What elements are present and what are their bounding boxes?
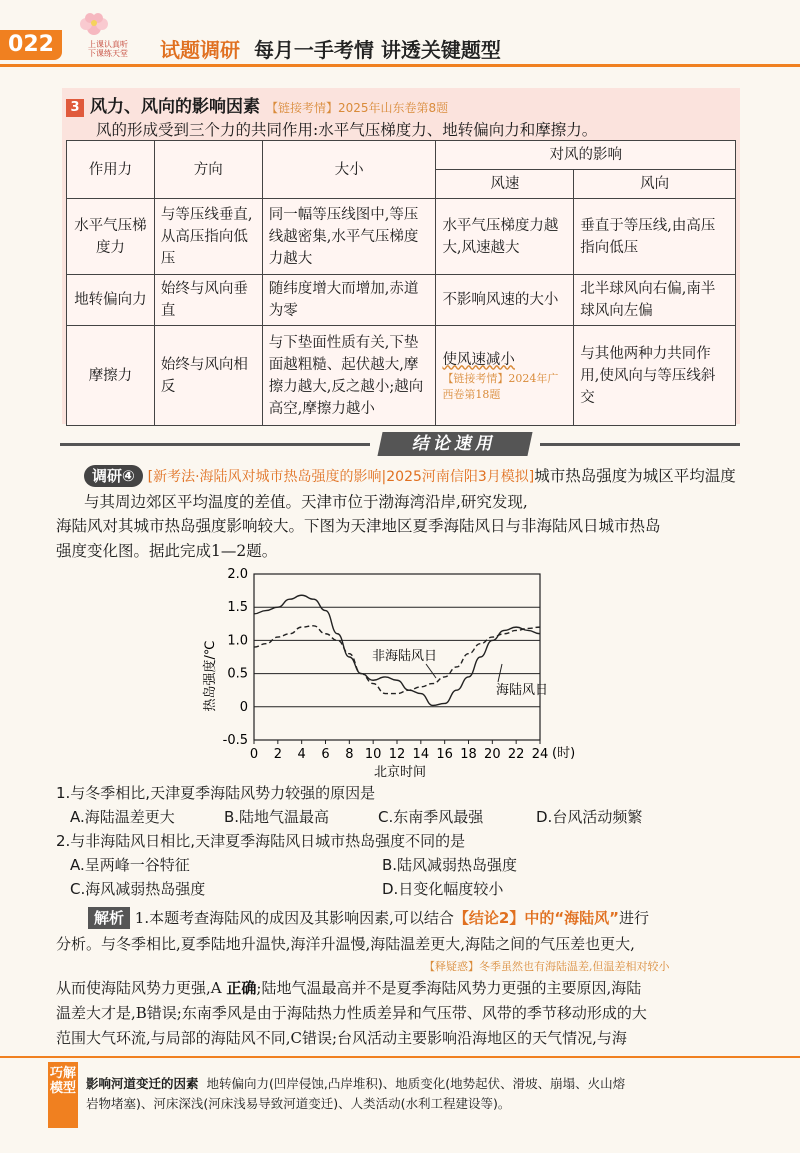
x-tick-label: 18 — [460, 747, 477, 762]
x-tick-label: 14 — [412, 747, 430, 762]
analysis-line-4: 温差大才是,B错误;东南季风是由于海陆热力性质差异和气压带、风带的季节移动形成的大 — [56, 1004, 647, 1022]
header-title: 试题调研 每月一手考情 讲透关键题型 — [160, 38, 501, 62]
x-tick-label: 24 — [531, 747, 549, 762]
y-tick-label: -0.5 — [222, 733, 248, 748]
x-tick-label: 16 — [436, 747, 453, 762]
x-tick-label: 12 — [388, 747, 406, 762]
cell-direction: 与等压线垂直,从高压指向低压 — [154, 199, 262, 275]
q1-option-a[interactable]: A.海陆温差更大 — [70, 808, 175, 826]
page-header — [0, 0, 800, 62]
y-tick-label: 0 — [239, 699, 248, 715]
y-tick-label: 0.5 — [227, 666, 248, 682]
header-direction: 方向 — [154, 141, 262, 199]
annotation-pointer — [498, 664, 502, 682]
link-reference: 【链接考情】2025年山东卷第8题 — [266, 101, 449, 115]
q2-option-b[interactable]: B.陆风减弱热岛强度 — [382, 856, 518, 874]
y-tick-label: 2.0 — [227, 567, 248, 582]
analysis-line-3: 从而使海陆风势力更强,A 正确;陆地气温最高并不是夏季海陆风势力更强的主要原因,海陆 — [56, 979, 642, 997]
cell-speed: 水平气压梯度力越大,风速越大 — [436, 199, 574, 275]
y-tick-label: 1.0 — [227, 633, 248, 649]
cell-speed: 使风速减小 【链接考情】2024年广西卷第18题 — [436, 326, 574, 426]
table-header-row — [67, 141, 736, 170]
x-tick-label: 2 — [273, 747, 282, 762]
q2-option-c[interactable]: C.海风减弱热岛强度 — [70, 880, 206, 898]
q1-option-d[interactable]: D.台风活动频繁 — [536, 808, 643, 826]
analysis-tag: 解析 — [88, 907, 130, 929]
y-tick-label: 1.5 — [227, 600, 248, 616]
cell-speed: 不影响风速的大小 — [436, 275, 574, 326]
q1-option-b[interactable]: B.陆地气温最高 — [224, 808, 330, 826]
header-magnitude: 大小 — [262, 141, 436, 199]
header-wind-direction: 风向 — [574, 170, 736, 199]
heat-island-chart — [200, 566, 600, 780]
logo-text: 上课认真听 下课练天堂 — [88, 40, 128, 58]
q2-option-d[interactable]: D.日变化幅度较小 — [382, 880, 504, 898]
x-tick-label: 22 — [507, 747, 525, 762]
cell-magnitude: 同一幅等压线图中,等压线越密集,水平气压梯度力越大 — [262, 199, 436, 275]
annotation-sea-land-breeze: 海陆风日 — [496, 683, 549, 698]
tip-title: 影响河道变迁的因素 — [86, 1076, 199, 1091]
annotation-pointer — [426, 664, 436, 678]
cell-magnitude: 随纬度增大而增加,赤道为零 — [262, 275, 436, 326]
question-2: 2.与非海陆风日相比,天津夏季海陆风日城市热岛强度不同的是 — [56, 832, 466, 850]
x-tick-label: 20 — [484, 747, 501, 762]
research-source: [新考法·海陆风对城市热岛强度的影响|2025河南信阳3月模拟] — [147, 469, 535, 485]
header-effect: 对风的影响 — [436, 141, 736, 170]
cell-wind-direction: 与其他两种力共同作用,使风向与等压线斜交 — [574, 326, 736, 426]
header-speed: 风速 — [436, 170, 574, 199]
table-row — [67, 275, 736, 326]
cell-force: 水平气压梯度力 — [67, 199, 155, 275]
analysis-line-1: 解析 1.本题考查海陆风的成因及其影响因素,可以结合【结论2】中的“海陆风”进行 — [88, 906, 748, 931]
forces-table — [66, 140, 736, 426]
footer-divider — [0, 1056, 800, 1058]
x-tick-label: 8 — [345, 747, 354, 762]
table-row — [67, 326, 736, 426]
x-tick-label: 0 — [249, 747, 259, 762]
cell-force: 地转偏向力 — [67, 275, 155, 326]
annotation-non-sea-land-breeze: 非海陆风日 — [372, 649, 438, 664]
cell-direction: 始终与风向相反 — [154, 326, 262, 426]
x-axis-unit: (时) — [552, 746, 576, 761]
x-tick-label: 6 — [321, 747, 330, 762]
section-number: 3 — [66, 99, 84, 117]
tip-text: 影响河道变迁的因素 地转偏向力(凹岸侵蚀,凸岸堆积)、地质变化(地势起伏、滑坡、崩塌、火山熔 岩物堵塞)、河床深浅(河床浅易导致河道变迁)、人类活动(水利工程建设等)。 — [86, 1076, 626, 1111]
table-row — [67, 199, 736, 275]
section-banner — [60, 432, 740, 456]
tip-side-label: 巧解模型 — [48, 1062, 78, 1128]
section-intro: 风的形成受到三个力的共同作用:水平气压梯度力、地转偏向力和摩擦力。 — [96, 121, 598, 139]
banner-label: 结论速用 — [377, 432, 532, 456]
research-tag: 调研④ — [84, 465, 143, 487]
link-reference: 【链接考情】2024年广西卷第18题 — [442, 371, 559, 401]
question-1: 1.与冬季相比,天津夏季海陆风势力较强的原因是 — [56, 784, 376, 802]
analysis-note: 【释疑惑】冬季虽然也有海陆温差,但温差相对较小 — [424, 960, 670, 973]
header-force: 作用力 — [67, 141, 155, 199]
analysis-line-2: 分析。与冬季相比,夏季陆地升温快,海洋升温慢,海陆温差更大,海陆之间的气压差也更大, — [56, 935, 635, 953]
research-intro: 调研④ [新考法·海陆风对城市热岛强度的影响|2025河南信阳3月模拟]城市热岛强度为城区平均温度与其周边郊区平均温度的差值。天津市位于渤海湾沿岸,研究发现, — [84, 467, 736, 511]
x-tick-label: 4 — [297, 747, 306, 762]
x-tick-label: 10 — [364, 747, 382, 762]
page-number: 022 — [0, 30, 62, 60]
cell-wind-direction: 垂直于等压线,由高压指向低压 — [574, 199, 736, 275]
q1-option-c[interactable]: C.东南季风最强 — [378, 808, 484, 826]
y-axis-label: 热岛强度/℃ — [203, 640, 218, 712]
x-axis-label: 北京时间 — [373, 765, 427, 780]
cell-magnitude: 与下垫面性质有关,下垫面越粗糙、起伏越大,摩擦力越大,反之越小;越向高空,摩擦力越小 — [262, 326, 436, 426]
cell-direction: 始终与风向垂直 — [154, 275, 262, 326]
cell-wind-direction: 北半球风向右偏,南半球风向左偏 — [574, 275, 736, 326]
q2-option-a[interactable]: A.呈两峰一谷特征 — [70, 856, 190, 874]
cell-force: 摩擦力 — [67, 326, 155, 426]
analysis-line-5: 范围大气环流,与局部的海陆风不同,C错误;台风活动主要影响沿海地区的天气情况,与海 — [56, 1029, 627, 1047]
research-text: 海陆风对其城市热岛强度影响较大。下图为天津地区夏季海陆风日与非海陆风日城市热岛 强度变化图。据此完成1—2题。 — [56, 517, 661, 560]
header-divider — [0, 64, 800, 67]
section-heading: 3 风力、风向的影响因素 【链接考情】2025年山东卷第8题 — [66, 92, 448, 117]
